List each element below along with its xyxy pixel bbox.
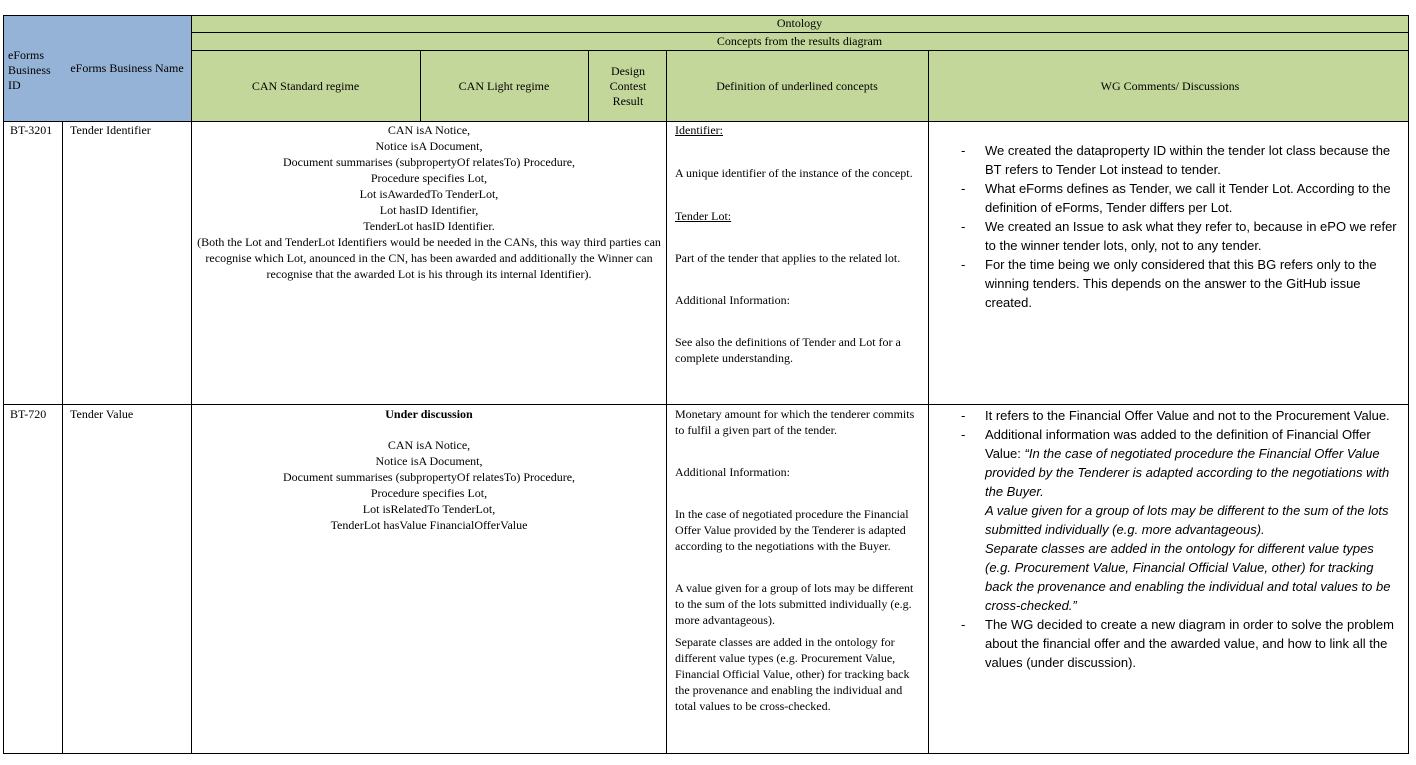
header-ontology-text: Ontology	[776, 16, 823, 30]
row2-comments	[961, 406, 1401, 672]
comment-quote: A value given for a group of lots may be different to the sum of the lots submitted individually (e.g. more advantageous).	[985, 503, 1389, 537]
header-can-light-text: CAN Light regime	[458, 78, 550, 93]
definition-text: Separate classes are added in the ontology for different value types (e.g. Procurement Value, Financial Official Value, other) for tracking back the provenance and enabling the individual and total values to be cross-checked.	[675, 635, 910, 713]
ontology-line: Document summarises (subpropertyOf relatesTo) Procedure,	[282, 470, 576, 484]
ontology-line: Lot isAwardedTo TenderLot,	[359, 187, 499, 201]
row1-definition	[675, 122, 925, 366]
grid-line	[3, 15, 4, 754]
header-business-id-text: eForms Business ID	[8, 47, 51, 92]
definition-text: A value given for a group of lots may be different to the sum of the lots submitted individually (e.g. more advantageous).	[675, 581, 914, 627]
definition-text: Monetary amount for which the tenderer commits to fulfil a given part of the tender.	[675, 407, 915, 437]
row1-comments	[961, 141, 1401, 312]
comment-item: - It refers to the Financial Offer Value and not to the Procurement Value.	[961, 406, 1401, 425]
header-design-contest	[596, 51, 660, 121]
ontology-line: Document summarises (subpropertyOf relatesTo) Procedure,	[282, 155, 576, 169]
header-wg-comments-text: WG Comments/ Discussions	[1100, 78, 1240, 93]
status-label: Under discussion	[385, 407, 473, 421]
ontology-line: CAN isA Notice,	[387, 438, 471, 452]
grid-line	[191, 15, 192, 754]
ontology-line: Notice isA Document,	[375, 139, 483, 153]
header-can-light	[420, 51, 588, 121]
comment-quote: “In the case of negotiated procedure the Financial Offer Value provided by the Tenderer is adapted according to the negotiations with the Buyer.	[985, 446, 1390, 499]
definition-term: Identifier:	[675, 123, 723, 137]
comment-item: - We created the dataproperty ID within the tender lot class because the BT refers to Tender Lot instead to tender.	[961, 141, 1401, 179]
header-business-name	[66, 48, 188, 88]
row2-ontology	[196, 406, 662, 533]
header-concepts	[191, 33, 1408, 50]
header-definition	[666, 51, 928, 121]
definition-text: Part of the tender that applies to the related lot.	[675, 251, 901, 265]
grid-line	[420, 50, 421, 121]
row2-business-name	[70, 406, 190, 422]
ontology-line: Procedure specifies Lot,	[370, 486, 488, 500]
header-can-standard	[191, 51, 420, 121]
grid-line	[3, 15, 1409, 16]
ontology-note: (Both the Lot and TenderLot Identifiers would be needed in the CANs, this way third parties can recognise which Lot, anounced in the CN, has been awarded and additionally the Winner can recognise that the awarded Lot is his through its internal Identifier).	[197, 235, 661, 281]
row1-business-name	[70, 122, 190, 138]
comment-item: - What eForms defines as Tender, we call it Tender Lot. According to the definition of eForms, Tender differs per Lot.	[961, 179, 1401, 217]
row2-business-name-text: Tender Value	[70, 407, 134, 421]
comment-text: Additional information was added to the definition of Financial Offer Value:	[985, 427, 1371, 461]
comment-item: - The WG decided to create a new diagram in order to solve the problem about the financial offer and the awarded value, and how to link all the values (under discussion).	[961, 615, 1401, 672]
ontology-line: CAN isA Notice,	[387, 123, 471, 137]
grid-line	[928, 50, 929, 754]
header-definition-text: Definition of underlined concepts	[716, 78, 878, 93]
row1-ontology	[196, 122, 662, 282]
header-ontology	[191, 15, 1408, 32]
definition-text: In the case of negotiated procedure the Financial Offer Value provided by the Tenderer is adapted according to the negotiations with the Buyer.	[675, 507, 909, 553]
ontology-line: TenderLot hasValue FinancialOfferValue	[330, 518, 528, 532]
comment-item: - For the time being we only considered that this BG refers only to the winning tenders. This depends on the answer to the GitHub issue created.	[961, 255, 1401, 312]
grid-line	[62, 121, 63, 754]
grid-line	[3, 404, 1409, 405]
row1-business-id-text: BT-3201	[10, 123, 53, 137]
definition-additional-label: Additional Information:	[675, 293, 790, 307]
comment-item: - We created an Issue to ask what they refer to, because in ePO we refer to the winner tender lots, only, not to any tender.	[961, 217, 1401, 255]
grid-line	[588, 50, 589, 121]
grid-line	[3, 753, 1409, 754]
definition-text: See also the definitions of Tender and Lot for a complete understanding.	[675, 335, 901, 365]
ontology-line: Lot hasID Identifier,	[379, 203, 479, 217]
definition-text: A unique identifier of the instance of the concept.	[675, 166, 913, 180]
comment-quote: Separate classes are added in the ontology for different value types (e.g. Procurement Value, Financial Official Value, other) for tracking back the provenance and enabling the individual and total values to be cross-checked.”	[985, 541, 1391, 613]
header-business-name-text: eForms Business Name	[70, 60, 184, 75]
row1-business-name-text: Tender Identifier	[70, 123, 151, 137]
header-design-contest-text: Design Contest Result	[609, 63, 647, 108]
ontology-line: Lot isRelatedTo TenderLot,	[362, 502, 496, 516]
comment-item	[961, 425, 1401, 615]
header-concepts-text: Concepts from the results diagram	[716, 34, 883, 48]
row2-definition	[675, 406, 925, 714]
ontology-line: Notice isA Document,	[375, 454, 483, 468]
header-business-id	[8, 40, 62, 100]
grid-line	[191, 32, 1409, 33]
comment-list	[961, 141, 1401, 312]
row2-business-id-text: BT-720	[10, 407, 47, 421]
grid-line	[191, 50, 1409, 51]
definition-additional-label: Additional Information:	[675, 465, 790, 479]
header-wg-comments	[1090, 51, 1250, 121]
definition-term: Tender Lot:	[675, 209, 732, 223]
comment-list	[961, 406, 1401, 672]
grid-line	[1408, 15, 1409, 754]
grid-line	[666, 50, 667, 754]
row1-business-id	[10, 122, 60, 138]
row2-business-id	[10, 406, 60, 422]
ontology-line: Procedure specifies Lot,	[370, 171, 488, 185]
header-can-standard-text: CAN Standard regime	[251, 78, 360, 93]
ontology-line: TenderLot hasID Identifier.	[363, 219, 495, 233]
